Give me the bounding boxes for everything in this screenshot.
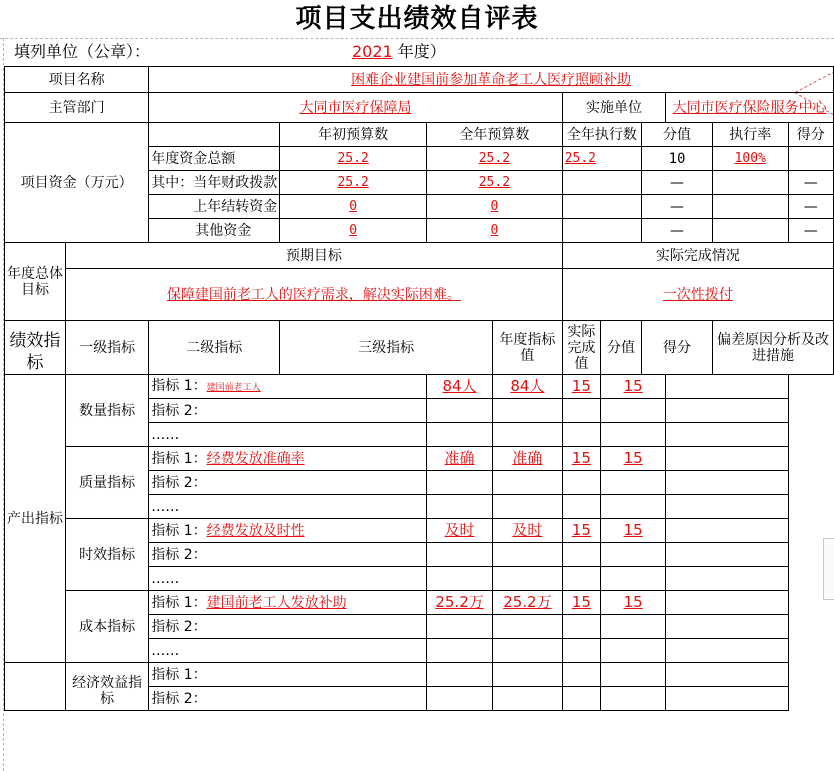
indicator-actual-cell: [493, 615, 563, 639]
ind-header-actual: 实际完成值: [562, 321, 600, 375]
project-name-row: [5, 67, 834, 93]
indicator-actual[interactable]: 25.2万: [503, 593, 552, 611]
indicator-name-cell: [149, 543, 427, 567]
funds-exec: [562, 219, 641, 243]
indicator-name-cell: [149, 591, 427, 615]
indicator-score[interactable]: 15: [623, 593, 643, 611]
indicator-target-cell: [427, 495, 493, 519]
funds-header: 得分: [788, 123, 833, 147]
funds-exec[interactable]: 25.2: [564, 151, 597, 166]
indicator-prefix: ……: [151, 498, 180, 515]
indicator-name-cell: [149, 423, 427, 447]
ind-header-target: 年度指标值: [493, 321, 563, 375]
ind-header-score-val: 分值: [601, 321, 642, 375]
indicator-score-cell: [601, 495, 666, 519]
indicator-prefix: 指标 1：: [151, 666, 207, 683]
indicator-score-cell: [601, 399, 666, 423]
indicator-score-val-cell: [562, 615, 600, 639]
indicator-prefix: 指标 1：: [151, 450, 207, 467]
funds-init[interactable]: 0: [349, 223, 358, 238]
indicator-name-cell: [149, 399, 427, 423]
indicator-score-cell: [601, 591, 666, 615]
indicator-reason-cell: [666, 615, 788, 639]
indicator-reason-cell: [666, 639, 788, 663]
indicator-empty-cell: [666, 687, 788, 711]
funds-score: —: [788, 171, 833, 195]
indicator-name-cell: [149, 375, 427, 399]
indicator-prefix: 指标 1：: [151, 377, 207, 394]
funds-rate[interactable]: 100%: [734, 151, 766, 166]
indicator-prefix: 指标 1：: [151, 594, 207, 611]
indicator-score-cell: [601, 375, 666, 399]
indicator-score-val-cell: [562, 567, 600, 591]
fill-year-value[interactable]: 2021: [352, 42, 393, 61]
indicator-prefix: ……: [151, 426, 180, 443]
indicators-body: [5, 375, 834, 711]
side-scroll-handle[interactable]: [823, 538, 834, 600]
indicator-row: [5, 447, 834, 471]
indicator-name-cell: [149, 639, 427, 663]
indicator-reason-cell: [666, 591, 788, 615]
indicator-target-cell: [427, 519, 493, 543]
indicator-score-val-cell: [562, 447, 600, 471]
funds-header: 分值: [642, 123, 713, 147]
indicator-actual-cell: [493, 639, 563, 663]
indicator-reason-cell: [666, 495, 788, 519]
funds-full[interactable]: 25.2: [478, 175, 511, 190]
indicator-name-value[interactable]: 经费发放及时性: [206, 522, 305, 539]
indicator-score[interactable]: 15: [623, 449, 643, 467]
ind-header-level3: 三级指标: [280, 321, 493, 375]
ind-header-level1: 一级指标: [66, 321, 149, 375]
indicator-score[interactable]: 15: [623, 521, 643, 539]
impl-label: 实施单位: [562, 93, 666, 123]
funds-row-label: 年度资金总额: [149, 147, 280, 171]
ind-header-reason: 偏差原因分析及改进措施: [712, 321, 833, 375]
indicator-target-cell: [427, 567, 493, 591]
indicator-score-cell: [601, 471, 666, 495]
indicator-target[interactable]: 及时: [444, 521, 475, 539]
indicator-prefix: 指标 1：: [151, 522, 207, 539]
funds-header: 年初预算数: [280, 123, 427, 147]
indicator-empty-cell: [427, 687, 493, 711]
indicator-actual[interactable]: 准确: [512, 449, 543, 467]
indicator-actual-cell: [493, 495, 563, 519]
indicator-name-cell: [149, 495, 427, 519]
indicator-row: [5, 519, 834, 543]
group-name: 数量指标: [66, 375, 149, 447]
indicator-score-val[interactable]: 15: [571, 377, 591, 395]
indicator-score-val-cell: [562, 543, 600, 567]
indicator-prefix: 指标 2：: [151, 402, 207, 419]
page-guide-line: [0, 38, 834, 39]
funds-score-val: —: [642, 219, 713, 243]
indicator-actual-cell: [493, 447, 563, 471]
indicator-empty-cell: [493, 687, 563, 711]
funds-label: 项目资金（万元）: [5, 123, 149, 243]
indicator-name-cell: [149, 567, 427, 591]
indicator-reason-cell: [666, 447, 788, 471]
goals-label: 年度总体目标: [5, 243, 66, 321]
funds-score: —: [788, 195, 833, 219]
impl-value[interactable]: 大同市医疗保险服务中心: [672, 99, 827, 116]
indicator-score-val-cell: [562, 639, 600, 663]
funds-row-label: 上年结转资金: [149, 195, 280, 219]
self-eval-table: [4, 66, 834, 711]
funds-exec: [562, 195, 641, 219]
funds-init[interactable]: 0: [349, 199, 358, 214]
indicator-actual-cell: [493, 375, 563, 399]
funds-init[interactable]: 25.2: [337, 151, 369, 166]
indicator-score[interactable]: 15: [623, 377, 643, 395]
indicator-name-value[interactable]: 建国前老工人: [206, 382, 261, 393]
goals-actual-label: 实际完成情况: [562, 243, 833, 269]
indicator-empty-cell: [601, 663, 666, 687]
fill-unit-label: 填列单位（公章）：: [14, 42, 151, 61]
funds-full[interactable]: 0: [490, 223, 499, 238]
indicator-reason-cell: [666, 399, 788, 423]
indicator-reason-cell: [666, 423, 788, 447]
indicator-empty-cell: [493, 663, 563, 687]
funds-header: 执行率: [712, 123, 788, 147]
indicator-score-val[interactable]: 15: [571, 593, 591, 611]
indicator-score-val-cell: [562, 375, 600, 399]
ind-header-level2: 二级指标: [149, 321, 280, 375]
indicator-score-val-cell: [562, 471, 600, 495]
indicator-name-value[interactable]: 经费发放准确率: [206, 450, 305, 467]
indicator-target-cell: [427, 591, 493, 615]
funds-full[interactable]: 0: [490, 199, 499, 214]
funds-row-label: 其他资金: [149, 219, 280, 243]
level1-empty: [5, 663, 66, 711]
funds-full[interactable]: 25.2: [478, 151, 511, 166]
indicator-score-cell: [601, 639, 666, 663]
indicator-actual-cell: [493, 519, 563, 543]
indicator-name-cell: [149, 447, 427, 471]
goals-actual-value[interactable]: 一次性拨付: [662, 286, 733, 303]
indicator-target[interactable]: 84人: [442, 377, 477, 395]
indicator-actual-cell: [493, 471, 563, 495]
goals-value-row: [5, 269, 834, 321]
indicator-target-cell: [427, 447, 493, 471]
dept-label: 主管部门: [5, 93, 149, 123]
indicator-name-cell: [149, 663, 427, 687]
indicator-score-val[interactable]: 15: [571, 449, 591, 467]
funds-score-val: —: [642, 195, 713, 219]
indicator-score-val-cell: [562, 495, 600, 519]
indicator-name-cell: [149, 615, 427, 639]
indicator-target-cell: [427, 423, 493, 447]
indicators-section-label: 绩效指标: [5, 321, 66, 375]
indicator-reason-cell: [666, 519, 788, 543]
group-name: 成本指标: [66, 591, 149, 663]
funds-score: [788, 147, 833, 171]
indicator-target-cell: [427, 615, 493, 639]
indicator-name-cell: [149, 471, 427, 495]
indicator-target-cell: [427, 543, 493, 567]
indicator-actual-cell: [493, 591, 563, 615]
indicator-actual[interactable]: 及时: [512, 521, 543, 539]
indicator-reason-cell: [666, 471, 788, 495]
indicator-name-cell: [149, 519, 427, 543]
indicator-score-val-cell: [562, 519, 600, 543]
indicator-reason-cell: [666, 567, 788, 591]
indicator-empty-cell: [666, 663, 788, 687]
indicator-score-cell: [601, 615, 666, 639]
indicator-reason-cell: [666, 375, 788, 399]
funds-rate: [712, 171, 788, 195]
indicator-reason-cell: [666, 543, 788, 567]
indicator-target[interactable]: 25.2万: [435, 593, 484, 611]
indicator-score-cell: [601, 447, 666, 471]
goals-expected-label: 预期目标: [66, 243, 563, 269]
indicator-actual-cell: [493, 567, 563, 591]
funds-row-label: 其中：当年财政拨款: [149, 171, 280, 195]
funds-header: 全年预算数: [427, 123, 563, 147]
fill-row: [14, 40, 814, 64]
funds-header-row: [5, 123, 834, 147]
indicator-score-val[interactable]: 15: [571, 521, 591, 539]
funds-score: —: [788, 219, 833, 243]
indicator-empty-cell: [601, 687, 666, 711]
group-name: 质量指标: [66, 447, 149, 519]
indicator-score-val-cell: [562, 423, 600, 447]
indicator-actual[interactable]: 84人: [510, 377, 545, 395]
indicator-prefix: ……: [151, 570, 180, 587]
indicator-name-cell: [149, 687, 427, 711]
indicator-prefix: ……: [151, 642, 180, 659]
indicator-actual-cell: [493, 543, 563, 567]
funds-header: 全年执行数: [562, 123, 641, 147]
project-name-value[interactable]: 困难企业建国前参加革命老工人医疗照顾补助: [351, 71, 632, 88]
goals-expected-value[interactable]: 保障建国前老工人的医疗需求，解决实际困难。: [166, 286, 461, 303]
ind-header-score: 得分: [642, 321, 713, 375]
indicator-score-cell: [601, 519, 666, 543]
indicator-row: [5, 663, 834, 687]
indicator-target-cell: [427, 399, 493, 423]
indicator-name-value[interactable]: 建国前老工人发放补助: [206, 594, 347, 611]
funds-score-val: —: [642, 171, 713, 195]
project-name-label: 项目名称: [5, 67, 149, 93]
indicator-prefix: 指标 2：: [151, 546, 207, 563]
indicator-target-cell: [427, 639, 493, 663]
indicator-target[interactable]: 准确: [444, 449, 475, 467]
indicator-prefix: 指标 2：: [151, 618, 207, 635]
indicator-empty-cell: [427, 663, 493, 687]
dept-row: [5, 93, 834, 123]
indicator-empty-cell: [562, 663, 600, 687]
fill-year: [352, 40, 446, 64]
output-label: 产出指标: [5, 375, 66, 663]
indicator-row: [5, 591, 834, 615]
indicator-row: [5, 375, 834, 399]
indicator-actual-cell: [493, 399, 563, 423]
indicators-header-row: [5, 321, 834, 375]
funds-init[interactable]: 25.2: [337, 175, 369, 190]
indicator-prefix: 指标 2：: [151, 474, 207, 491]
dept-value[interactable]: 大同市医疗保障局: [299, 99, 412, 116]
goals-header-row: [5, 243, 834, 269]
indicator-score-cell: [601, 543, 666, 567]
indicator-actual-cell: [493, 423, 563, 447]
funds-exec: [562, 171, 641, 195]
page-title: 项目支出绩效自评表: [295, 4, 539, 34]
indicator-prefix: 指标 2：: [151, 690, 207, 707]
funds-rate: [712, 195, 788, 219]
indicator-score-val-cell: [562, 591, 600, 615]
indicator-score-val-cell: [562, 399, 600, 423]
funds-score-val: 10: [642, 147, 713, 171]
indicator-score-cell: [601, 567, 666, 591]
funds-rate: [712, 219, 788, 243]
indicator-score-cell: [601, 423, 666, 447]
indicator-target-cell: [427, 375, 493, 399]
group-name: 时效指标: [66, 519, 149, 591]
indicator-target-cell: [427, 471, 493, 495]
group-name: 经济效益指标: [66, 663, 149, 711]
fill-year-suffix: 年度）: [392, 42, 446, 61]
indicator-empty-cell: [562, 687, 600, 711]
